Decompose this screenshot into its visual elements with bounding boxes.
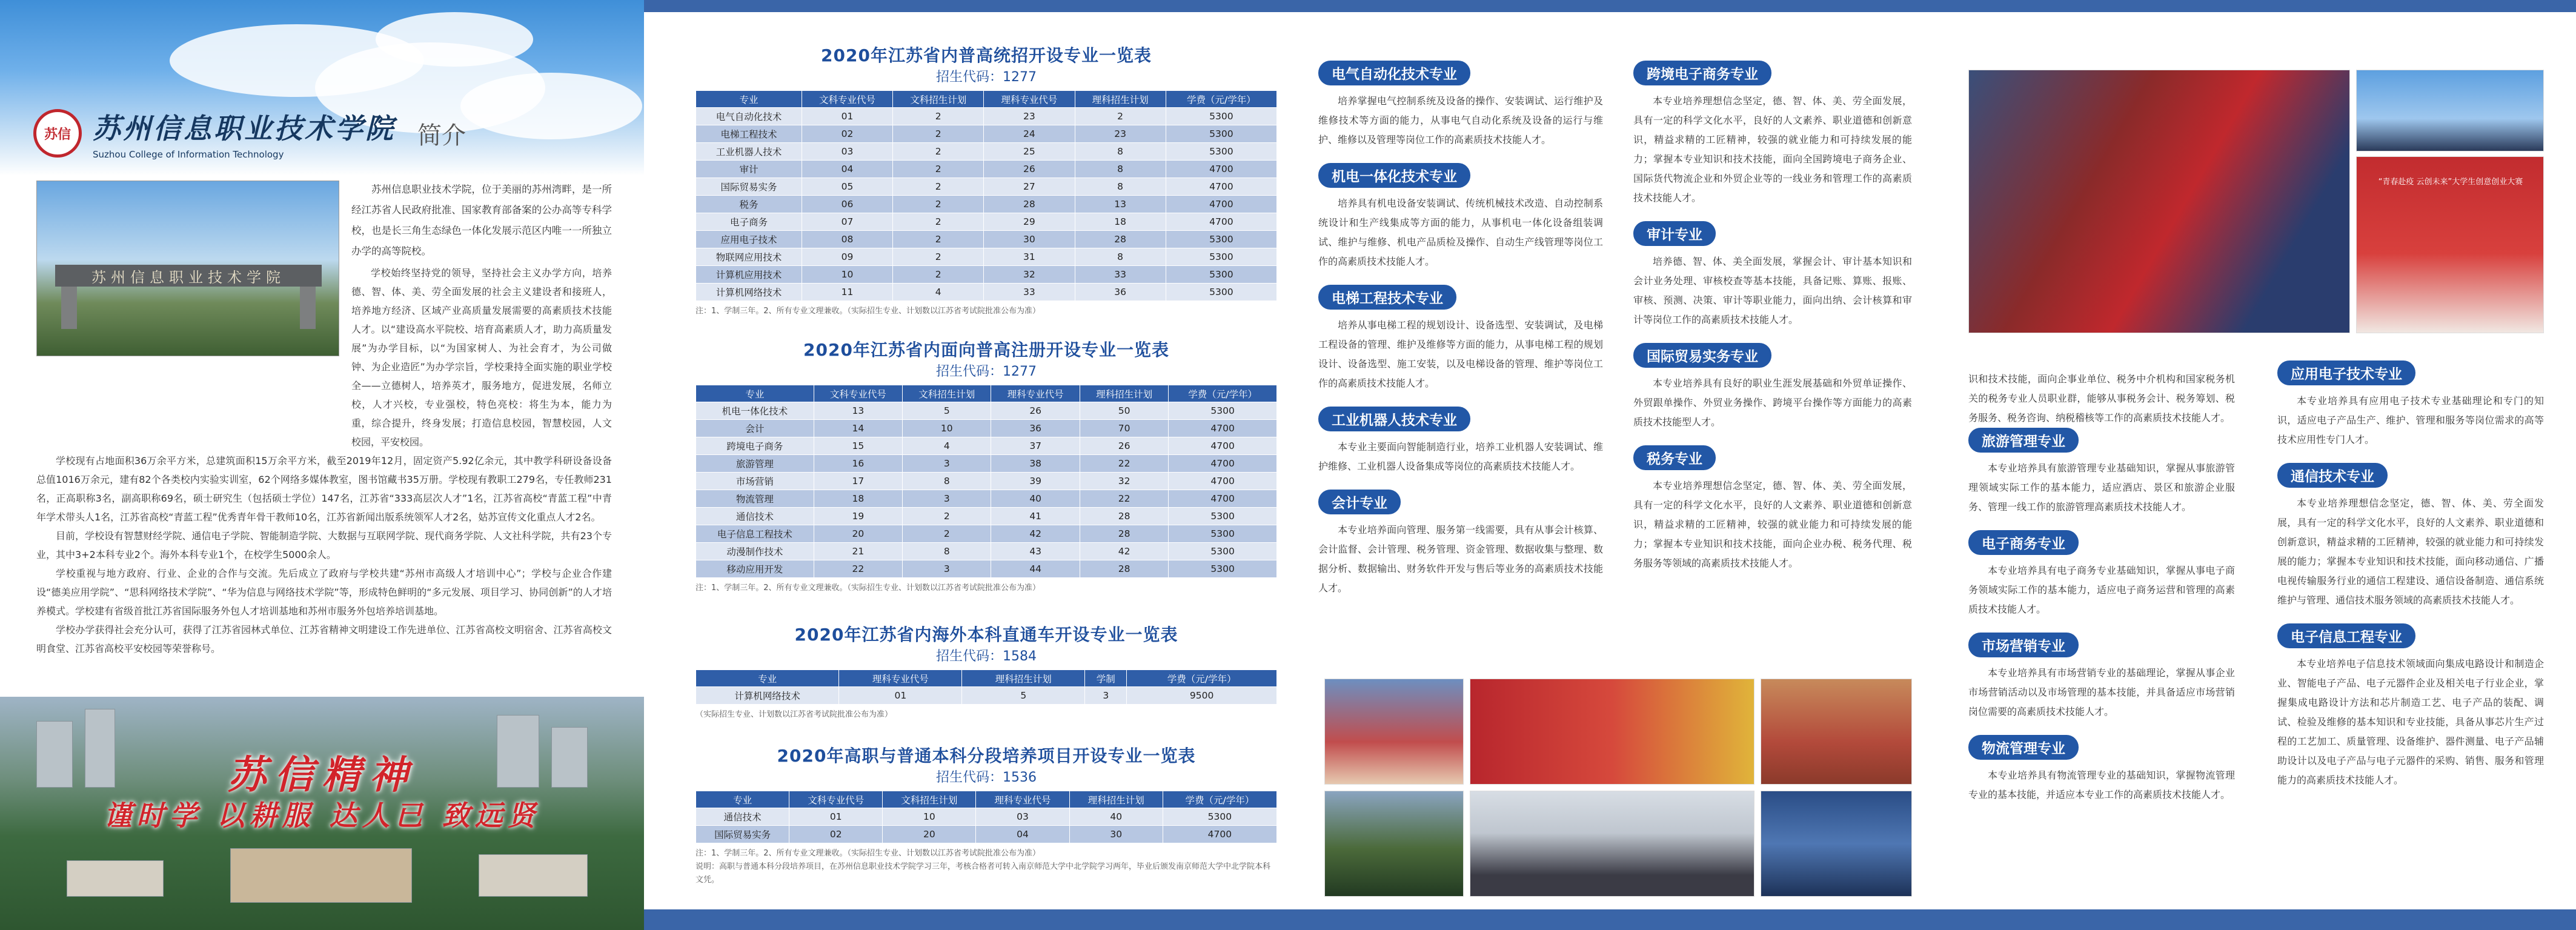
table-cell: 电梯工程技术 — [696, 125, 802, 143]
table-cell: 14 — [814, 420, 902, 437]
table-cell: 21 — [814, 543, 902, 560]
table-cell: 5300 — [1169, 543, 1277, 560]
major-section — [1633, 221, 1912, 330]
table-cell: 25 — [984, 143, 1075, 161]
majors-column-right — [1633, 61, 1912, 586]
table-cell: 计算机网络技术 — [696, 284, 802, 301]
table-cell: 2 — [903, 508, 991, 525]
table-cell: 22 — [1080, 455, 1168, 473]
table-cell: 2 — [893, 266, 984, 284]
gate-sign: 苏州信息职业技术学院 — [55, 265, 322, 287]
table-cell: 23 — [984, 108, 1075, 125]
table-cell: 33 — [1075, 266, 1166, 284]
intro-heading: 简介 — [417, 121, 466, 150]
table-cell: 41 — [991, 508, 1080, 525]
intro-paragraph: 学校现有占地面积36万余平方米，总建筑面积15万余平方米，截至2019年12月，固定资产5.92亿余元，其中教学科研设备设备总值1016万余元，建有82个各类校内实验实训室，62个网络多媒体教室，图书馆藏书35万册。学校现有教职工279名，专任教师231名，正高职称3名，副高职称69名，硕士研究生（包括硕士学位）147名，江苏省“333高层次人才”1名，江苏省高校“青蓝工程”中青年学术带头人1名，江苏省高校“青蓝工程”优秀青年骨干教师10名，江苏省新闻出版系统领军人才2名，姑苏宣传文化重点人才2名。 — [36, 455, 612, 523]
table-cell: 11 — [802, 284, 892, 301]
top-color-bar — [1288, 0, 1932, 12]
table-cell: 28 — [1080, 525, 1168, 543]
table-header-cell: 学费（元/学年） — [1163, 791, 1276, 808]
table-header-cell: 理科专业代号 — [976, 791, 1069, 808]
table-header-cell: 理科专业代号 — [839, 670, 962, 687]
table-block-segmented — [695, 743, 1277, 887]
table-cell: 27 — [984, 178, 1075, 196]
intro-paragraph: 学校办学获得社会充分认可，获得了江苏省园林式单位、江苏省精神文明建设工作先进单位、江苏省高校文明宿舍、江苏省高校文明食堂、江苏省高校平安校园等荣誉称号。 — [36, 624, 612, 654]
intro-paragraph: 苏州信息职业技术学院，位于美丽的苏州湾畔，是一所经江苏省人民政府批准、国家教育部备案的公办高等专科学校，也是长三角生态绿色一体化发展示范区内唯一一所独立办学的高等院校。 — [351, 184, 612, 257]
table-cell: 8 — [1075, 178, 1166, 196]
table-row — [696, 213, 1277, 231]
major-section — [1318, 163, 1603, 271]
table-cell: 税务 — [696, 196, 802, 213]
major-description: 本专业培养具有旅游管理专业基础知识，掌握从事旅游管理领域实际工作的基本能力，适应酒店、景区和旅游企业服务、管理一线工作的旅游管理高素质技术技能人才。 — [1968, 462, 2235, 513]
school-seal-icon: 苏信 — [33, 109, 82, 158]
table-cell: 2 — [903, 525, 991, 543]
table-row — [696, 178, 1277, 196]
table-title: 2020年高职与普通本科分段培养项目开设专业一览表 — [777, 746, 1196, 766]
table-cell: 5300 — [1169, 525, 1277, 543]
table-cell: 23 — [1075, 125, 1166, 143]
table-cell: 26 — [1080, 437, 1168, 455]
major-description: 本专业培养理想信念坚定，德、智、体、美、劳全面发展，具有一定的科学文化水平，良好的人文素养、职业道德和创新意识，精益求精的工匠精神，较强的就业能力和可持续发展的能力；掌握本专业知识和技术技能，面向移动通信、广播电视传输服务行业的通信工程建设、通信设备制造、通信系统维护与管理、通信技术服务领域的高素质技术技能人才。 — [2277, 497, 2544, 606]
table-cell: 07 — [802, 213, 892, 231]
table-cell: 01 — [789, 808, 883, 826]
spirit-title: 苏信精神 — [227, 752, 417, 798]
table-cell: 2 — [893, 196, 984, 213]
table-cell: 5300 — [1166, 231, 1276, 248]
table-cell: 40 — [991, 490, 1080, 508]
table-cell: 4700 — [1169, 490, 1277, 508]
table-note: 注：1、学制三年。2、所有专业文理兼收。（实际招生专业、计划数以江苏省考试院批准公布为准） — [695, 307, 1041, 316]
table-block-overseas — [695, 622, 1277, 722]
table-header-cell: 文科专业代号 — [802, 91, 892, 108]
photo-campus-night — [1761, 791, 1912, 897]
major-heading: 机电一体化技术专业 — [1318, 163, 1470, 188]
table-row — [696, 525, 1277, 543]
table-cell: 4700 — [1169, 437, 1277, 455]
major-description: 本专业培养面向管理、服务第一线需要，具有从事会计核算、会计监督、会计管理、税务管理、资金管理、数据收集与整理、数据分析、数据输出、财务软件开发与售后等业务的高素质技术技能人才。 — [1318, 524, 1603, 594]
table-cell: 8 — [1075, 248, 1166, 266]
table-cell: 50 — [1080, 402, 1168, 420]
table-cell: 审计 — [696, 161, 802, 178]
table-cell: 13 — [814, 402, 902, 420]
table-note: （实际招生专业、计划数以江苏省考试院批准公布为准） — [695, 710, 893, 719]
table-header-cell: 专业 — [696, 385, 814, 402]
table-cell: 18 — [1075, 213, 1166, 231]
table-cell: 国际贸易实务 — [696, 826, 789, 843]
panel-majors-2 — [1932, 0, 2576, 930]
table-block-general — [695, 42, 1277, 318]
photo-graduation-ceremony — [1968, 70, 2350, 333]
table-row — [696, 687, 1277, 705]
table-cell: 电子信息工程技术 — [696, 525, 814, 543]
table-cell: 会计 — [696, 420, 814, 437]
intro-text-right — [351, 179, 612, 262]
table-cell: 28 — [1080, 508, 1168, 525]
table-header-cell: 专业 — [696, 91, 802, 108]
table-block-registration — [695, 337, 1277, 595]
table-cell: 22 — [1080, 490, 1168, 508]
table-cell: 30 — [984, 231, 1075, 248]
table-header-cell: 理科专业代号 — [984, 91, 1075, 108]
major-description: 培养从事电梯工程的规划设计、设备选型、安装调试，及电梯工程设备的管理、维护及维修等方面的能力，从事电梯工程的规划设计、设备选型、施工安装，以及电梯设备的管理、维护等岗位工作的高素质技术技能人才。 — [1318, 319, 1603, 389]
intro-paragraph: 目前，学校设有智慧财经学院、通信电子学院、智能制造学院、大数据与互联网学院、现代商务学院、人文社科学院，共有23个专业，其中3+2本科专业2个。海外本科专业1个，在校学生5000余人。 — [36, 530, 612, 560]
table-cell: 4700 — [1166, 161, 1276, 178]
photo-graduates-sky — [2356, 70, 2544, 151]
major-heading: 电子商务专业 — [1968, 530, 2079, 555]
table-cell: 33 — [984, 284, 1075, 301]
table-cell: 通信技术 — [696, 508, 814, 525]
spirit-motto: 谨时学 以耕服 达人已 致远贤 — [104, 799, 540, 832]
table-title: 2020年江苏省内面向普高注册开设专业一览表 — [803, 340, 1169, 360]
table-cell: 03 — [802, 143, 892, 161]
table-cell: 20 — [814, 525, 902, 543]
table-cell: 跨境电子商务 — [696, 437, 814, 455]
enrollment-table — [695, 385, 1277, 578]
table-cell: 05 — [802, 178, 892, 196]
major-description: 本专业培养具有良好的职业生涯发展基础和外贸单证操作、外贸跟单操作、外贸业务操作、跨境平台操作等方面能力的高素质技术技能型人才。 — [1633, 377, 1912, 428]
table-cell: 28 — [1080, 560, 1168, 578]
table-cell: 3 — [903, 560, 991, 578]
major-heading: 物流管理专业 — [1968, 735, 2079, 760]
major-section — [1968, 735, 2235, 805]
table-cell: 16 — [814, 455, 902, 473]
table-cell: 应用电子技术 — [696, 231, 802, 248]
table-row — [696, 196, 1277, 213]
table-cell: 26 — [984, 161, 1075, 178]
major-heading: 电子信息工程专业 — [2277, 623, 2415, 648]
table-header-cell: 理科招生计划 — [962, 670, 1085, 687]
table-cell: 10 — [903, 420, 991, 437]
table-row — [696, 560, 1277, 578]
table-cell: 5300 — [1169, 508, 1277, 525]
table-cell: 04 — [976, 826, 1069, 843]
table-cell: 4700 — [1169, 420, 1277, 437]
table-cell: 70 — [1080, 420, 1168, 437]
table-row — [696, 455, 1277, 473]
table-cell: 04 — [802, 161, 892, 178]
table-row — [696, 808, 1277, 826]
table-cell: 计算机应用技术 — [696, 266, 802, 284]
table-title: 2020年江苏省内普高统招开设专业一览表 — [821, 45, 1152, 65]
table-cell: 电子商务 — [696, 213, 802, 231]
table-cell: 计算机网络技术 — [696, 687, 839, 705]
table-cell: 01 — [839, 687, 962, 705]
table-cell: 40 — [1069, 808, 1163, 826]
table-header-cell: 文科专业代号 — [814, 385, 902, 402]
major-section — [1633, 61, 1912, 208]
photo-military-training — [1324, 791, 1464, 897]
table-cell: 08 — [802, 231, 892, 248]
table-cell: 42 — [991, 525, 1080, 543]
table-note: 注：1、学制三年。2、所有专业文理兼收。（实际招生专业、计划数以江苏省考试院批准公布为准） — [695, 583, 1041, 593]
table-header-cell: 理科招生计划 — [1075, 91, 1166, 108]
table-row — [696, 266, 1277, 284]
major-heading: 审计专业 — [1633, 221, 1716, 246]
table-cell: 4700 — [1169, 473, 1277, 490]
major-section — [2277, 360, 2544, 450]
table-row — [696, 108, 1277, 125]
photo-cheerleaders — [1324, 679, 1464, 785]
table-cell: 2 — [893, 161, 984, 178]
table-cell: 44 — [991, 560, 1080, 578]
major-heading: 通信技术专业 — [2277, 463, 2388, 488]
majors-column-left — [1318, 61, 1603, 611]
intro-paragraph: 学校重视与地方政府、行业、企业的合作与交流。先后成立了政府与学校共建“苏州市高级人才培训中心”；学校与企业合作建设“德美应用学院”、“思科网络技术学院”、“华为信息与网络技术学院”等，形成特色鲜明的“多元发展、项目学习、协同创新”的人才培养模式。学校建有省级首批江苏省国际服务外包人才培训基地和苏州市服务外包培养培训基地。 — [36, 568, 612, 617]
table-cell: 5300 — [1166, 125, 1276, 143]
table-cell: 旅游管理 — [696, 455, 814, 473]
table-cell: 2 — [1075, 108, 1166, 125]
photo-contest-stage — [2356, 156, 2544, 333]
table-row — [696, 284, 1277, 301]
table-cell: 3 — [1085, 687, 1127, 705]
table-cell: 工业机器人技术 — [696, 143, 802, 161]
major-section — [2277, 623, 2544, 790]
major-section — [1318, 285, 1603, 393]
table-code: 招生代码：1536 — [936, 770, 1037, 785]
enrollment-table — [695, 669, 1277, 705]
table-cell: 30 — [1069, 826, 1163, 843]
major-heading: 应用电子技术专业 — [2277, 360, 2415, 385]
enrollment-table — [695, 90, 1277, 301]
table-cell: 02 — [802, 125, 892, 143]
table-title: 2020年江苏省内海外本科直通车开设专业一览表 — [794, 625, 1178, 645]
major-heading: 电气自动化技术专业 — [1318, 61, 1470, 85]
table-header-cell: 学费（元/学年） — [1169, 385, 1277, 402]
table-cell: 37 — [991, 437, 1080, 455]
majors-column-right — [2277, 360, 2544, 803]
school-name-en: Suzhou College of Information Technology — [93, 149, 284, 160]
table-cell: 2 — [893, 125, 984, 143]
table-row — [696, 248, 1277, 266]
table-row — [696, 402, 1277, 420]
table-cell: 43 — [991, 543, 1080, 560]
major-description: 本专业培养具有应用电子技术专业基础理论和专门的知识，适应电子产品生产、维护、管理和服务等岗位需求的高等技术应用性专门人才。 — [2277, 395, 2544, 445]
bottom-color-bar — [1288, 909, 1932, 930]
major-section — [1968, 633, 2235, 722]
major-description: 本专业培养具有电子商务专业基础知识，掌握从事电子商务领域实际工作的基本能力，适应电子商务运营和管理的高素质技术技能人才。 — [1968, 565, 2235, 615]
major-heading: 旅游管理专业 — [1968, 428, 2079, 453]
table-row — [696, 508, 1277, 525]
table-cell: 8 — [903, 543, 991, 560]
table-cell: 5300 — [1163, 808, 1276, 826]
table-cell: 通信技术 — [696, 808, 789, 826]
major-description: 本专业培养理想信念坚定，德、智、体、美、劳全面发展，具有一定的科学文化水平，良好的人文素养、职业道德和创新意识，精益求精的工匠精神，较强的就业能力和可持续发展的能力；掌握本专业知识和技术技能，面向企业办税、税务代理、税务服务等领域的高素质技术技能人才。 — [1633, 480, 1912, 569]
major-description: 本专业培养具有物流管理专业的基础知识，掌握物流管理专业的基本技能，并适应本专业工作的高素质技术技能人才。 — [1968, 769, 2235, 800]
table-row — [696, 543, 1277, 560]
enrollment-table — [695, 791, 1277, 843]
table-cell: 17 — [814, 473, 902, 490]
table-cell: 24 — [984, 125, 1075, 143]
table-cell: 10 — [802, 266, 892, 284]
table-cell: 32 — [1080, 473, 1168, 490]
table-row — [696, 473, 1277, 490]
table-cell: 4 — [903, 437, 991, 455]
table-cell: 3 — [903, 455, 991, 473]
table-cell: 8 — [903, 473, 991, 490]
table-cell: 5300 — [1169, 560, 1277, 578]
table-cell: 03 — [976, 808, 1069, 826]
major-heading: 跨境电子商务专业 — [1633, 61, 1771, 85]
table-header-cell: 专业 — [696, 670, 839, 687]
table-cell: 36 — [991, 420, 1080, 437]
table-cell: 39 — [991, 473, 1080, 490]
major-description: 本专业培养具有市场营销专业的基础理论，掌握从事企业市场营销活动以及市场管理的基本技能，并具备适应市场营销岗位需要的高素质技术技能人才。 — [1968, 667, 2235, 717]
photo-award-ceremony — [1470, 791, 1754, 897]
table-header-cell: 文科招生计划 — [883, 791, 976, 808]
table-cell: 4 — [893, 284, 984, 301]
contest-caption: “青春赴疫 云创未来”大学生创意创业大赛 — [2378, 178, 2523, 187]
table-cell: 18 — [814, 490, 902, 508]
table-code: 招生代码：1584 — [936, 649, 1037, 664]
table-cell: 28 — [1075, 231, 1166, 248]
table-cell: 5300 — [1166, 266, 1276, 284]
table-cell: 5 — [962, 687, 1085, 705]
table-cell: 36 — [1075, 284, 1166, 301]
table-cell: 5300 — [1166, 284, 1276, 301]
table-cell: 2 — [893, 248, 984, 266]
table-cell: 8 — [1075, 161, 1166, 178]
table-cell: 2 — [893, 213, 984, 231]
table-header-cell: 理科招生计划 — [1069, 791, 1163, 808]
major-description: 培养掌握电气控制系统及设备的操作、安装调试、运行维护及维修技术等方面的能力，从事电气自动化系统及设备的运行与维护、维修以及管理等岗位工作的高素质技术技能人才。 — [1318, 95, 1603, 145]
table-row — [696, 143, 1277, 161]
table-row — [696, 231, 1277, 248]
school-logo-block — [33, 106, 466, 161]
table-cell: 5300 — [1166, 108, 1276, 125]
school-name-cn: 苏州信息职业技术学院 — [93, 112, 396, 145]
table-cell: 市场营销 — [696, 473, 814, 490]
table-cell: 22 — [814, 560, 902, 578]
table-header-cell: 文科专业代号 — [789, 791, 883, 808]
table-cell: 01 — [802, 108, 892, 125]
table-header-cell: 学费（元/学年） — [1127, 670, 1277, 687]
table-cell: 13 — [1075, 196, 1166, 213]
table-cell: 20 — [883, 826, 976, 843]
table-header-cell: 文科招生计划 — [893, 91, 984, 108]
table-cell: 动漫制作技术 — [696, 543, 814, 560]
table-note: 注：1、学制三年。2、所有专业文理兼收。（实际招生专业、计划数以江苏省考试院批准公布为准） 说明：高职与普通本科分段培养项目，在苏州信息职业技术学院学习三年，考核合格者可转入南京师范大学中北学院学习两年，毕业后颁发南京师范大学中北学院本科文凭。 — [695, 849, 1271, 885]
table-cell: 26 — [991, 402, 1080, 420]
table-cell: 28 — [984, 196, 1075, 213]
major-section — [1968, 530, 2235, 619]
major-section — [2277, 463, 2544, 610]
table-cell: 09 — [802, 248, 892, 266]
table-row — [696, 490, 1277, 508]
table-cell: 5300 — [1166, 143, 1276, 161]
major-description: 本专业培养理想信念坚定，德、智、体、美、劳全面发展，具有一定的科学文化水平，良好的人文素养、职业道德和创新意识，精益求精的工匠精神，较强的就业能力和可持续发展的能力；掌握本专业知识和技术技能，面向全国跨境电子商务企业、国际货代物流企业和外贸企业等的一线业务和管理工作的高素质技术技能人才。 — [1633, 95, 1912, 204]
table-cell: 02 — [789, 826, 883, 843]
table-code: 招生代码：1277 — [936, 70, 1037, 85]
table-cell: 4700 — [1169, 455, 1277, 473]
major-heading: 税务专业 — [1633, 445, 1716, 470]
table-cell: 06 — [802, 196, 892, 213]
table-cell: 5300 — [1169, 402, 1277, 420]
table-cell: 8 — [1075, 143, 1166, 161]
table-cell: 2 — [893, 231, 984, 248]
majors-column-left — [1968, 364, 2235, 818]
bottom-color-bar — [1932, 909, 2576, 930]
table-cell: 2 — [893, 108, 984, 125]
table-cell: 物流管理 — [696, 490, 814, 508]
table-header-cell: 学制 — [1085, 670, 1127, 687]
major-section — [1318, 490, 1603, 598]
major-section — [1633, 343, 1912, 432]
major-heading: 电梯工程技术专业 — [1318, 285, 1456, 310]
table-cell: 42 — [1080, 543, 1168, 560]
table-cell: 2 — [893, 178, 984, 196]
table-cell: 9500 — [1127, 687, 1277, 705]
table-cell: 电气自动化技术 — [696, 108, 802, 125]
major-description: 培养德、智、体、美全面发展，掌握会计、审计基本知识和会计业务处理、审核校查等基本技能，具备记账、算账、报账、审核、预测、决策、审计等职业能力，面向出纳、会计核算和审计等岗位工作的高素质技术技能人才。 — [1633, 256, 1912, 325]
tax-major-continued: 识和技术技能，面向企事业单位、税务中介机构和国家税务机关的税务专业人员职业群，能够从事税务会计、税务筹划、税务服务、税务咨询、纳税稽核等工作的高素质技术技能人才。 — [1968, 373, 2235, 423]
table-cell: 机电一体化技术 — [696, 402, 814, 420]
table-code: 招生代码：1277 — [936, 364, 1037, 379]
photo-skills-contest — [1470, 679, 1754, 785]
table-cell: 国际贸易实务 — [696, 178, 802, 196]
intro-text-main — [36, 264, 612, 658]
table-cell: 19 — [814, 508, 902, 525]
major-description: 本专业主要面向智能制造行业，培养工业机器人安装调试、维护维修、工业机器人设备集成等岗位的高素质技术技能人才。 — [1318, 441, 1603, 472]
table-cell: 4700 — [1166, 196, 1276, 213]
major-heading: 国际贸易实务专业 — [1633, 343, 1771, 368]
intro-paragraph: 学校始终坚持党的领导，坚持社会主义办学方向，培养德、智、体、美、劳全面发展的社会主义建设者和接班人，培养地方经济、区域产业高质量发展需要的高素质技术技能人才。以“建设高水平院校、培育高素质人才，助力高质量发展”为办学目标，以“为国家树人、为社会育才，为公司做钟、为企业造匠”为办学宗旨，学校秉持全面实施的职业学校全——立德树人，培养英才，服务地方，促进发展，名师立校，人才兴校，专业强校，特色亮校：将生为本，能力为重，综合提升，终身发展；打造信息校园，智慧校园，人文校园，平安校园。 — [351, 267, 612, 448]
table-cell: 4700 — [1166, 178, 1276, 196]
major-section — [1318, 61, 1603, 150]
photo-running-track — [1761, 679, 1912, 785]
table-cell: 31 — [984, 248, 1075, 266]
table-cell: 4700 — [1166, 213, 1276, 231]
major-section — [1633, 445, 1912, 573]
table-row — [696, 125, 1277, 143]
table-cell: 2 — [893, 143, 984, 161]
bottom-color-bar — [644, 909, 1288, 930]
table-cell: 3 — [903, 490, 991, 508]
major-section — [1318, 407, 1603, 476]
table-cell: 移动应用开发 — [696, 560, 814, 578]
table-header-cell: 理科招生计划 — [1080, 385, 1168, 402]
table-cell: 5300 — [1166, 248, 1276, 266]
major-heading: 工业机器人技术专业 — [1318, 407, 1470, 431]
panel-majors-1 — [1288, 0, 1932, 930]
table-header-cell: 专业 — [696, 791, 789, 808]
table-cell: 32 — [984, 266, 1075, 284]
table-cell: 15 — [814, 437, 902, 455]
top-color-bar — [644, 0, 1288, 12]
table-cell: 38 — [991, 455, 1080, 473]
table-header-cell: 文科招生计划 — [903, 385, 991, 402]
major-section — [1968, 428, 2235, 517]
table-cell: 4700 — [1163, 826, 1276, 843]
table-cell: 5 — [903, 402, 991, 420]
major-heading: 会计专业 — [1318, 490, 1401, 514]
top-color-bar — [1932, 0, 2576, 12]
panel-introduction — [0, 0, 644, 930]
major-description: 培养具有机电设备安装调试、传统机械技术改造、自动控制系统设计和生产线集成等方面的能力，从事机电一体化设备组装调试、维护与维修、机电产品质检及操作、自动生产线管理等岗位工作的高素质技术技能人才。 — [1318, 198, 1603, 267]
table-cell: 10 — [883, 808, 976, 826]
table-row — [696, 826, 1277, 843]
table-row — [696, 420, 1277, 437]
major-heading: 市场营销专业 — [1968, 633, 2079, 657]
table-cell: 29 — [984, 213, 1075, 231]
major-description: 本专业培养电子信息技术领域面向集成电路设计和制造企业、智能电子产品、电子元器件企业及相关电子行业企业，掌握集成电路设计方法和芯片制造工艺、电子产品的装配、调试、检验及维修的基本知识和专业技能，具备从事芯片生产过程的工艺加工、质量管理、设备维护、器件测量、电子产品辅助设计以及电子产品与电子元器件的采购、销售、服务和管理能力的高素质技术技能人才。 — [2277, 658, 2544, 786]
panel-enrollment-tables — [644, 0, 1288, 930]
table-row — [696, 161, 1277, 178]
table-header-cell: 学费（元/学年） — [1166, 91, 1276, 108]
table-header-cell: 理科专业代号 — [991, 385, 1080, 402]
table-row — [696, 437, 1277, 455]
table-cell: 物联网应用技术 — [696, 248, 802, 266]
